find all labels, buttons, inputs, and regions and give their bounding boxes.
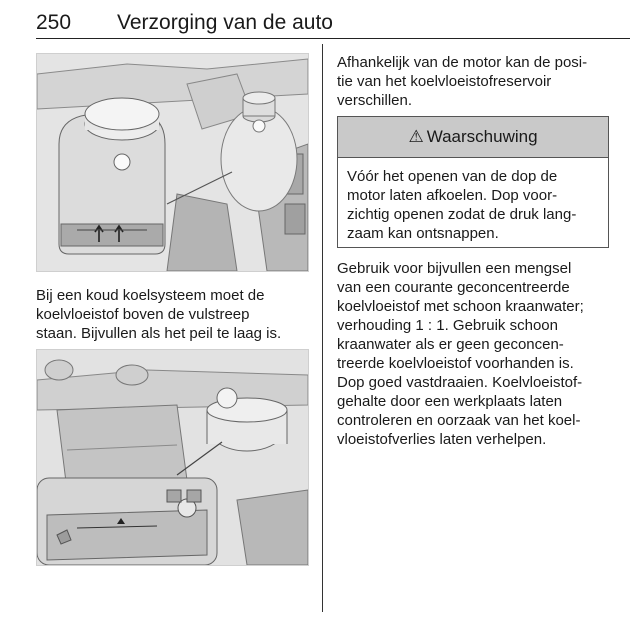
text-line: vloeistofverlies laten verhelpen. [337,431,547,448]
text-line: Bij een koud koelsysteem moet de [36,287,265,304]
text-line: Dop goed vastdraaien. Koelvloeistof- [337,374,583,391]
text-line: zaam kan ontsnappen. [347,225,499,242]
refill-instructions [337,259,584,449]
text-line: Afhankelijk van de motor kan de posi- [337,54,588,71]
text-line: koelvloeistof boven de vulstreep [36,306,250,323]
reservoir-position-note [337,53,587,110]
text-line: tie van het koelvloeistofreservoir [337,73,552,90]
text-line: kraanwater als er geen geconcen- [337,336,564,353]
text-line: verhouding 1 : 1. Gebruik schoon [337,317,558,334]
page-header [36,10,630,36]
text-line: Gebruik voor bijvullen een mengsel [337,260,572,277]
text-line: gehalte door een werkplaats laten [337,393,563,410]
fill-level-instruction [36,286,281,343]
column-divider [322,44,323,612]
coolant-reservoir-illustration [36,53,309,272]
text-line: koelvloeistof met schoon kraanwater; [337,298,584,315]
text-line: controleren en oorzaak van het koel- [337,412,581,429]
engine-bay-detail-drawing [37,350,308,565]
header-rule [36,38,630,39]
engine-bay-drawing [37,54,308,271]
text-line: motor laten afkoelen. Dop voor- [347,187,558,204]
text-line: zichtig openen zodat de druk lang- [347,206,577,223]
text-line: staan. Bijvullen als het peil te laag is. [36,325,282,342]
text-line: van een courante geconcentreerde [337,279,570,296]
engine-bay-illustration [36,349,309,566]
warning-header [338,117,608,158]
page-number: 250 [36,11,72,34]
warning-box [337,116,609,248]
warning-triangle-icon: ⚠ [408,127,424,146]
text-line: Vóór het openen van de dop de [347,168,558,185]
warning-text [338,158,608,243]
text-line: verschillen. [337,92,413,109]
warning-title: Waarschuwing [426,127,538,146]
section-title: Verzorging van de auto [117,11,333,34]
text-line: treerde koelvloeistof voorhanden is. [337,355,574,372]
